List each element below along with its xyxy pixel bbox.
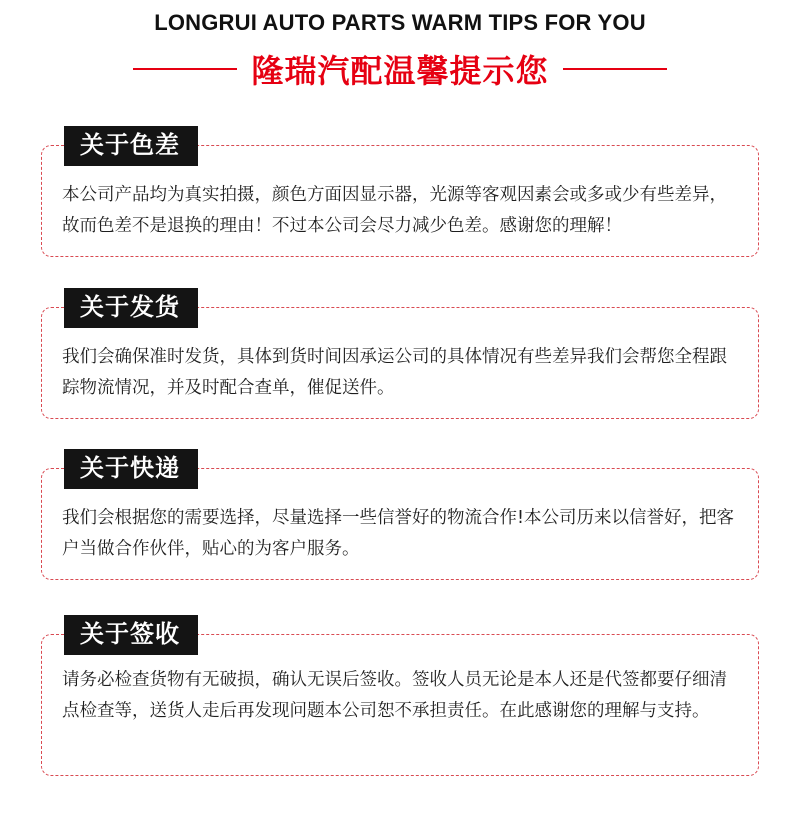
- section-color-difference: [41, 131, 759, 257]
- header-left-rule: [133, 68, 237, 70]
- section-body-text: 请务必检查货物有无破损，确认无误后签收。签收人员无论是本人还是代签都要仔细清点检查等，送货人走后再发现问题本公司恕不承担责任。在此感谢您的理解与支持。: [62, 670, 727, 721]
- section-shipping: [41, 293, 759, 419]
- section-body-text: 我们会根据您的需要选择，尽量选择一些信誉好的物流合作!本公司历来以信誉好，把客户当做合作伙伴，贴心的为客户服务。: [62, 508, 735, 559]
- section-courier: [41, 454, 759, 580]
- header-english-title: LONGRUI AUTO PARTS WARM TIPS FOR YOU: [154, 10, 646, 35]
- section-body-text: 本公司产品均为真实拍摄，颜色方面因显示器，光源等客观因素会或多或少有些差异，故而色差不是退换的理由！不过本公司会尽力减少色差。感谢您的理解！: [62, 185, 727, 236]
- section-tag: 关于签收: [64, 615, 198, 655]
- section-receipt: [41, 620, 759, 776]
- header-chinese-title: 隆瑞汽配温馨提示您: [251, 52, 549, 90]
- section-tag: 关于快递: [64, 449, 198, 489]
- section-tag: 关于发货: [64, 288, 198, 328]
- header-right-rule: [563, 68, 667, 70]
- header-chinese-row: [0, 46, 800, 92]
- section-tag: 关于色差: [64, 126, 198, 166]
- section-body-text: 我们会确保准时发货，具体到货时间因承运公司的具体情况有些差异我们会帮您全程跟踪物流情况，并及时配合查单，催促送件。: [62, 347, 727, 398]
